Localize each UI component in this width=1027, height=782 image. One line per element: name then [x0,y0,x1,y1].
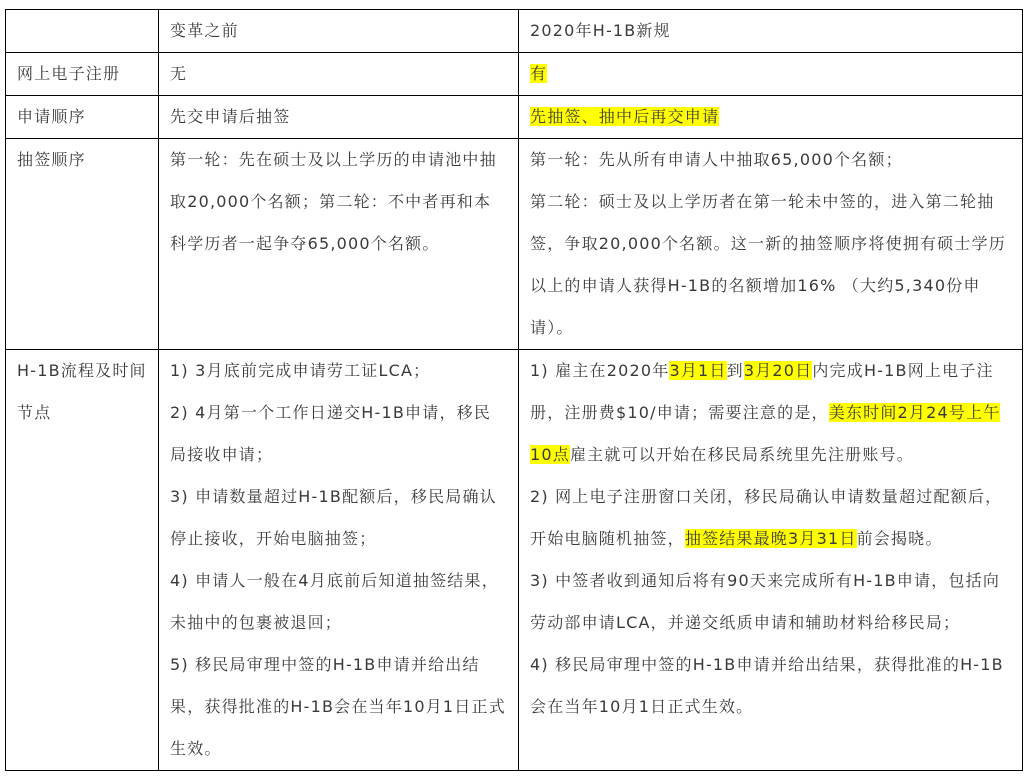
step-item: 1) 3月底前完成申请劳工证LCA； [170,361,431,380]
header-cell-before: 变革之前 [159,10,519,53]
text-segment: 内完成H-1B网上电子注册，注册费$10/申请；需要注意的是， [530,361,994,422]
row-label-online-registration: 网上电子注册 [6,53,159,96]
paragraph: 第二轮：硕士及以上学历者在第一轮未中签的，进入第二轮抽签，争取20,000个名额。这一新的抽签顺序将使拥有硕士学历以上的申请人获得H-1B的名额增加16% （大约5,340份申请）。 [530,192,1006,337]
step-item: 3) 中签者收到通知后将有90天来完成所有H-1B申请，包括向劳动部申请LCA，并递交纸质申请和辅助材料给移民局； [530,571,1001,632]
step-item [530,476,1011,560]
highlighted-text: 先抽签、抽中后再交申请 [530,107,720,126]
row-label-lottery-order: 抽签顺序 [6,139,159,350]
paragraph: 第一轮：先从所有申请人中抽取65,000个名额； [530,150,903,169]
step-item: 4) 申请人一般在4月底前后知道抽签结果，未抽中的包裹被退回； [170,571,499,632]
step-item: 3) 申请数量超过H-1B配额后，移民局确认停止接收，开始电脑抽签； [170,487,497,548]
table-row [6,139,1023,350]
text-segment: 2) 网上电子注册窗口关闭，移民局确认申请数量超过配额后，开始电脑随机抽签， [530,487,1003,548]
cell-before-lottery-order: 第一轮：先在硕士及以上学历的申请池中抽取20,000个名额；第二轮：不中者再和本科学历者一起争夺65,000个名额。 [159,139,519,350]
cell-after-online-registration [519,53,1023,96]
step-item [530,350,1011,476]
text-segment: 1) 雇主在2020年 [530,361,670,380]
highlighted-date: 3月1日 [669,361,727,380]
cell-before-application-order: 先交申请后抽签 [159,96,519,139]
highlighted-result-date: 抽签结果最晚3月31日 [684,529,857,548]
cell-after-process-timeline [519,350,1023,771]
cell-before-online-registration: 无 [159,53,519,96]
step-item: 4) 移民局审理中签的H-1B申请并给出结果，获得批准的H-1B会在当年10月1日正式生效。 [530,655,1004,716]
cell-after-application-order [519,96,1023,139]
cell-after-lottery-order [519,139,1023,350]
step-item: 2) 4月第一个工作日递交H-1B申请，移民局接收申请； [170,403,492,464]
step-item: 5) 移民局审理中签的H-1B申请并给出结果，获得批准的H-1B会在当年10月1日正式生效。 [170,655,506,758]
row-label-process-timeline: H-1B流程及时间节点 [6,350,159,771]
text-segment: 前会揭晓。 [856,529,943,548]
comparison-table [5,9,1023,771]
text-segment: 到 [726,361,744,380]
row-label-application-order: 申请顺序 [6,96,159,139]
table-row [6,350,1023,771]
table-row [6,96,1023,139]
text-segment: 雇主就可以开始在移民局系统里先注册账号。 [569,445,914,464]
highlighted-text: 有 [530,64,548,83]
highlighted-date: 3月20日 [743,361,813,380]
cell-before-process-timeline [159,350,519,771]
highlighted-time: 美东时间2月24号上午10点 [530,403,1001,464]
table-row [6,53,1023,96]
header-cell-after: 2020年H-1B新规 [519,10,1023,53]
header-row [6,10,1023,53]
header-cell-empty [6,10,159,53]
